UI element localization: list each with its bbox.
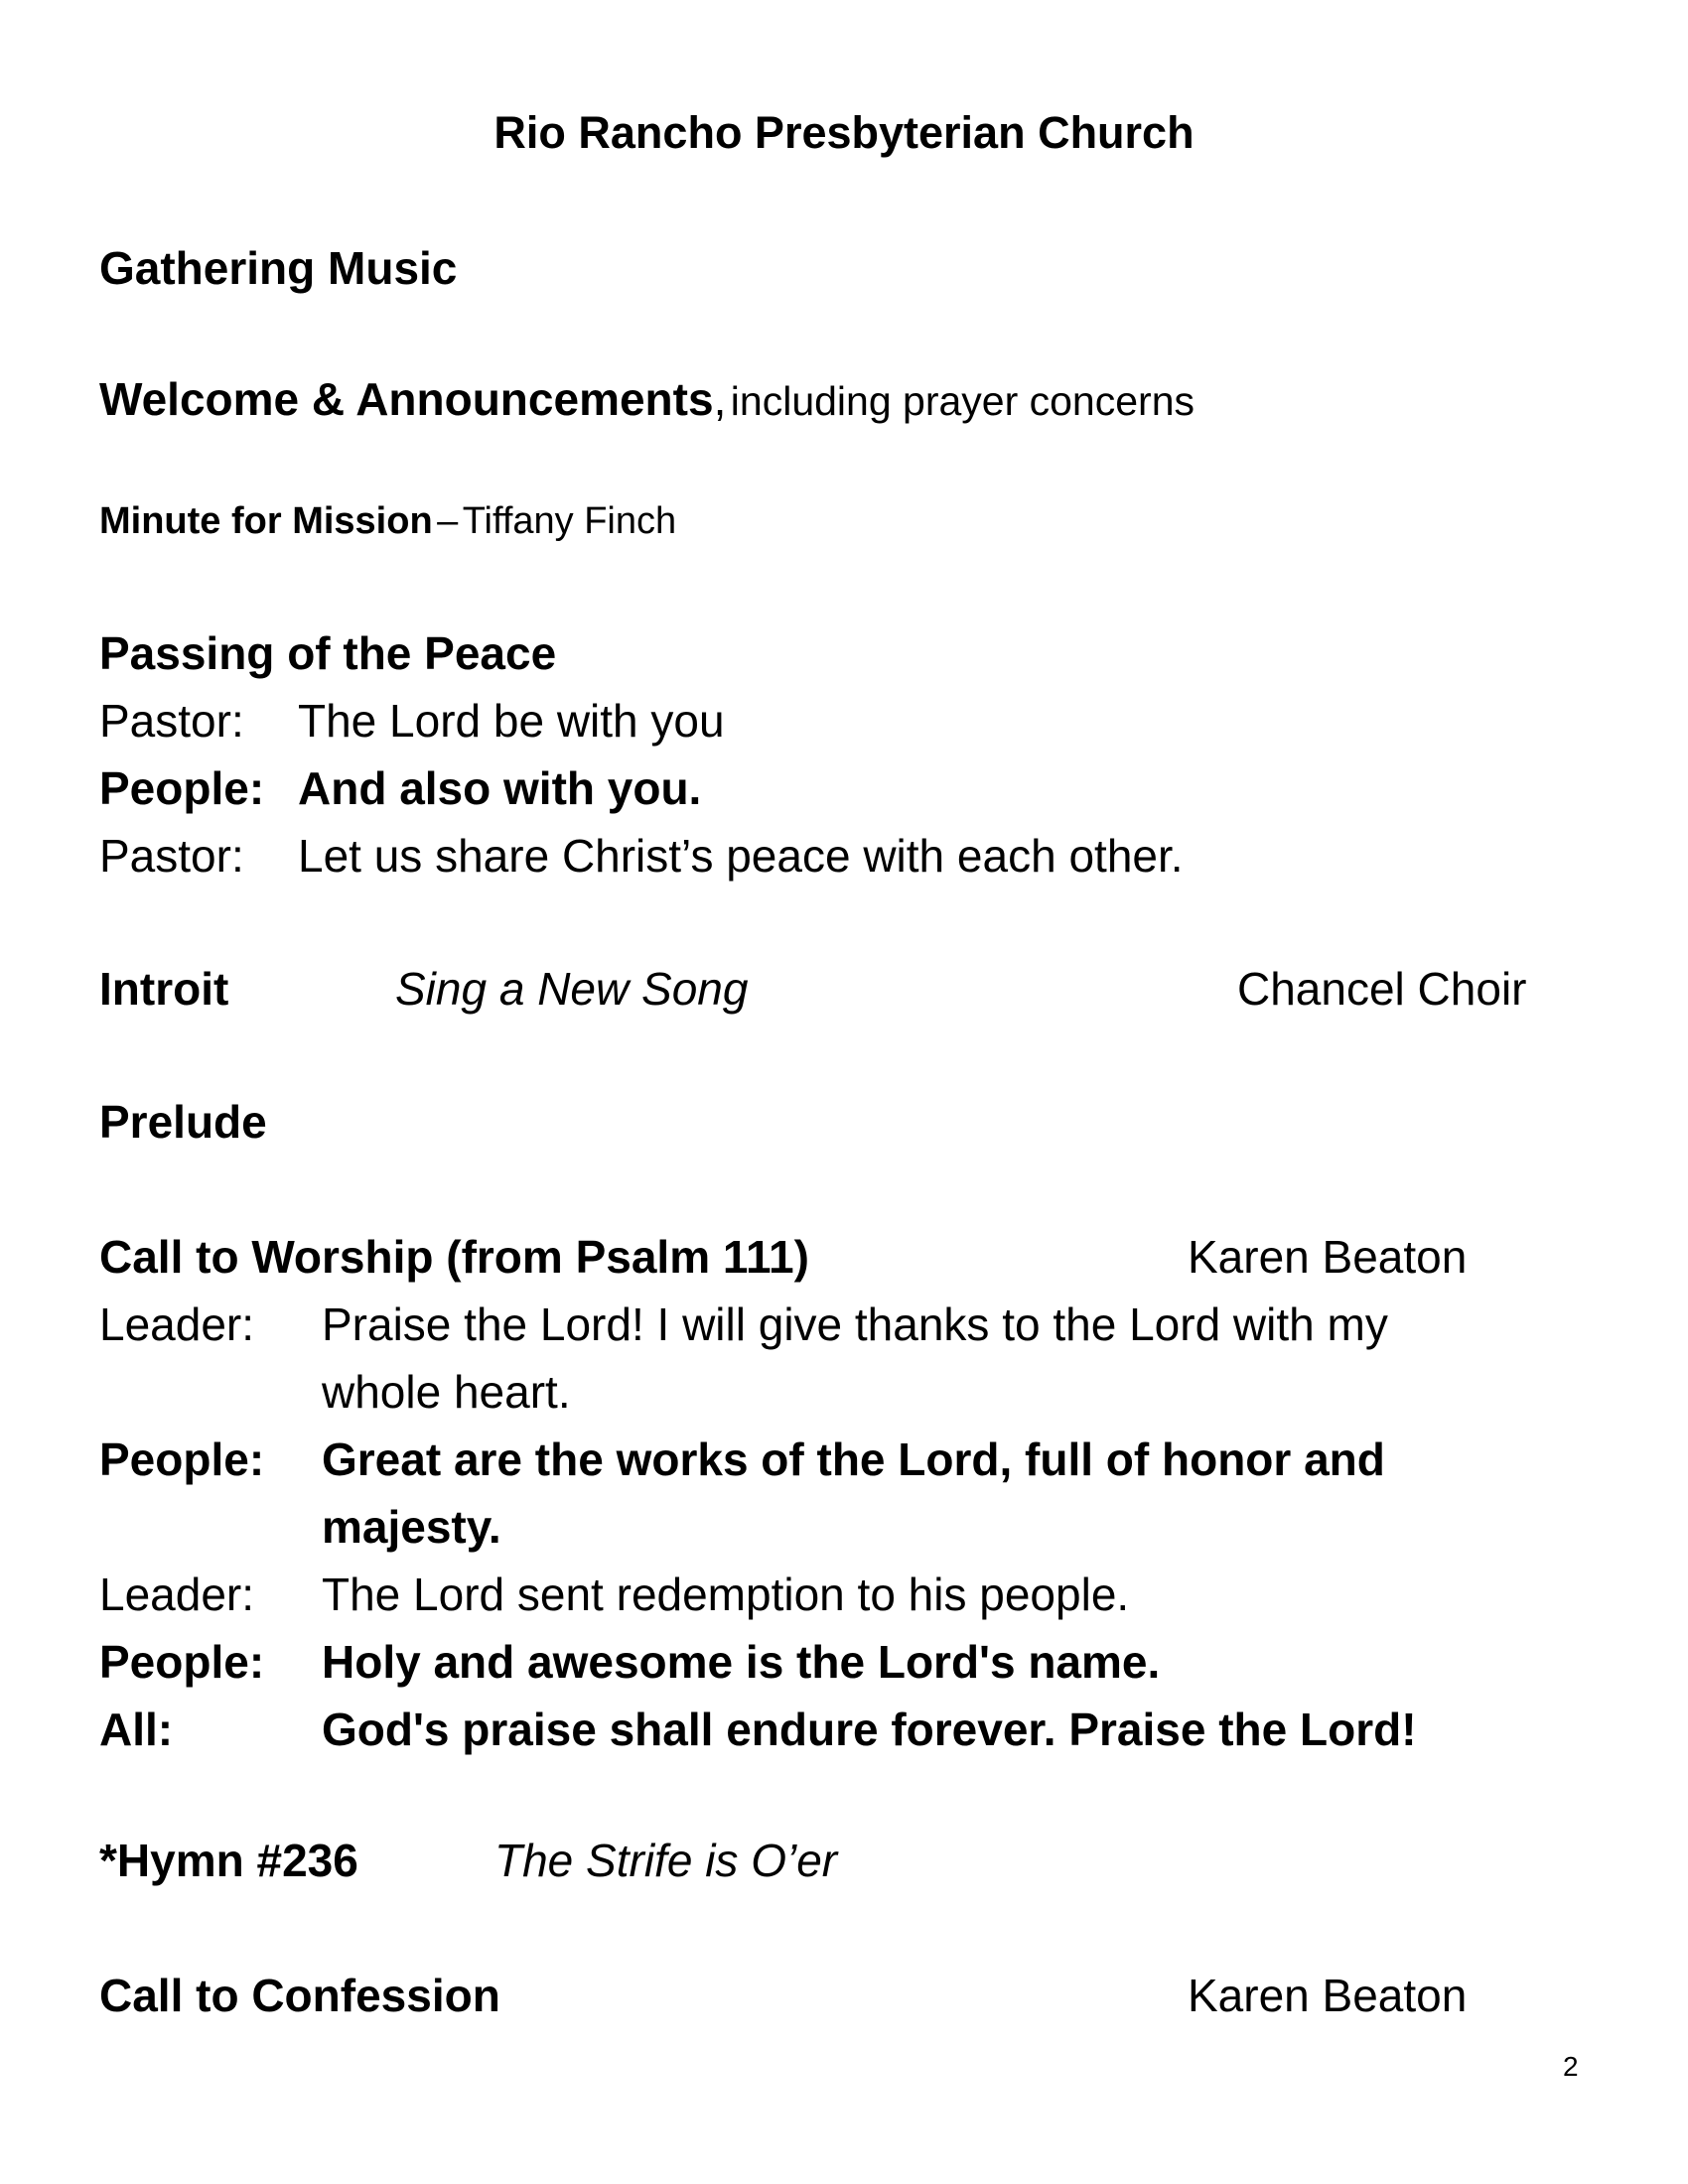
litany-text: majesty. — [322, 1501, 501, 1553]
peace-text: The Lord be with you — [298, 695, 725, 747]
minute-for-mission-person: Tiffany Finch — [462, 500, 677, 542]
call-to-worship-leader: Karen Beaton — [1188, 1231, 1468, 1283]
minute-for-mission-heading: Minute for Mission — [99, 500, 433, 542]
litany-text: Holy and awesome is the Lord's name. — [322, 1636, 1161, 1688]
litany-speaker: All: — [99, 1704, 174, 1755]
minute-for-mission-separator: – — [437, 500, 459, 542]
litany-speaker: People: — [99, 1433, 265, 1485]
page-title: Rio Rancho Presbyterian Church — [493, 107, 1195, 158]
minute-for-mission-line — [99, 498, 676, 544]
prelude-heading: Prelude — [99, 1096, 267, 1148]
introit-heading: Introit — [99, 963, 229, 1015]
welcome-heading: Welcome & Announcements — [99, 373, 714, 425]
hymn-song: The Strife is O’er — [494, 1835, 838, 1886]
page-number: 2 — [1563, 2051, 1579, 2082]
litany-speaker: Leader: — [99, 1569, 255, 1620]
litany-text: Praise the Lord! I will give thanks to the Lord with my — [322, 1298, 1388, 1350]
gathering-music-heading: Gathering Music — [99, 242, 458, 294]
peace-text: Let us share Christ’s peace with each other. — [298, 830, 1184, 882]
peace-text: And also with you. — [298, 762, 702, 814]
welcome-separator: , — [713, 373, 727, 425]
peace-speaker: Pastor: — [99, 830, 244, 882]
call-to-confession-heading: Call to Confession — [99, 1970, 500, 2021]
welcome-line — [99, 371, 1195, 427]
call-to-worship-heading: Call to Worship (from Psalm 111) — [99, 1231, 809, 1283]
litany-text: Great are the works of the Lord, full of honor and — [322, 1433, 1385, 1485]
peace-speaker: People: — [99, 762, 265, 814]
peace-speaker: Pastor: — [99, 695, 244, 747]
litany-text: whole heart. — [322, 1366, 571, 1418]
welcome-note: including prayer concerns — [730, 378, 1195, 424]
hymn-heading: *Hymn #236 — [99, 1835, 358, 1886]
litany-speaker: People: — [99, 1636, 265, 1688]
passing-peace-heading: Passing of the Peace — [99, 627, 557, 679]
litany-text: The Lord sent redemption to his people. — [322, 1569, 1130, 1620]
introit-performer: Chancel Choir — [1237, 963, 1527, 1015]
litany-text: God's praise shall endure forever. Praise the Lord! — [322, 1704, 1417, 1755]
call-to-confession-leader: Karen Beaton — [1188, 1970, 1468, 2021]
litany-speaker: Leader: — [99, 1298, 255, 1350]
introit-song: Sing a New Song — [395, 963, 749, 1015]
